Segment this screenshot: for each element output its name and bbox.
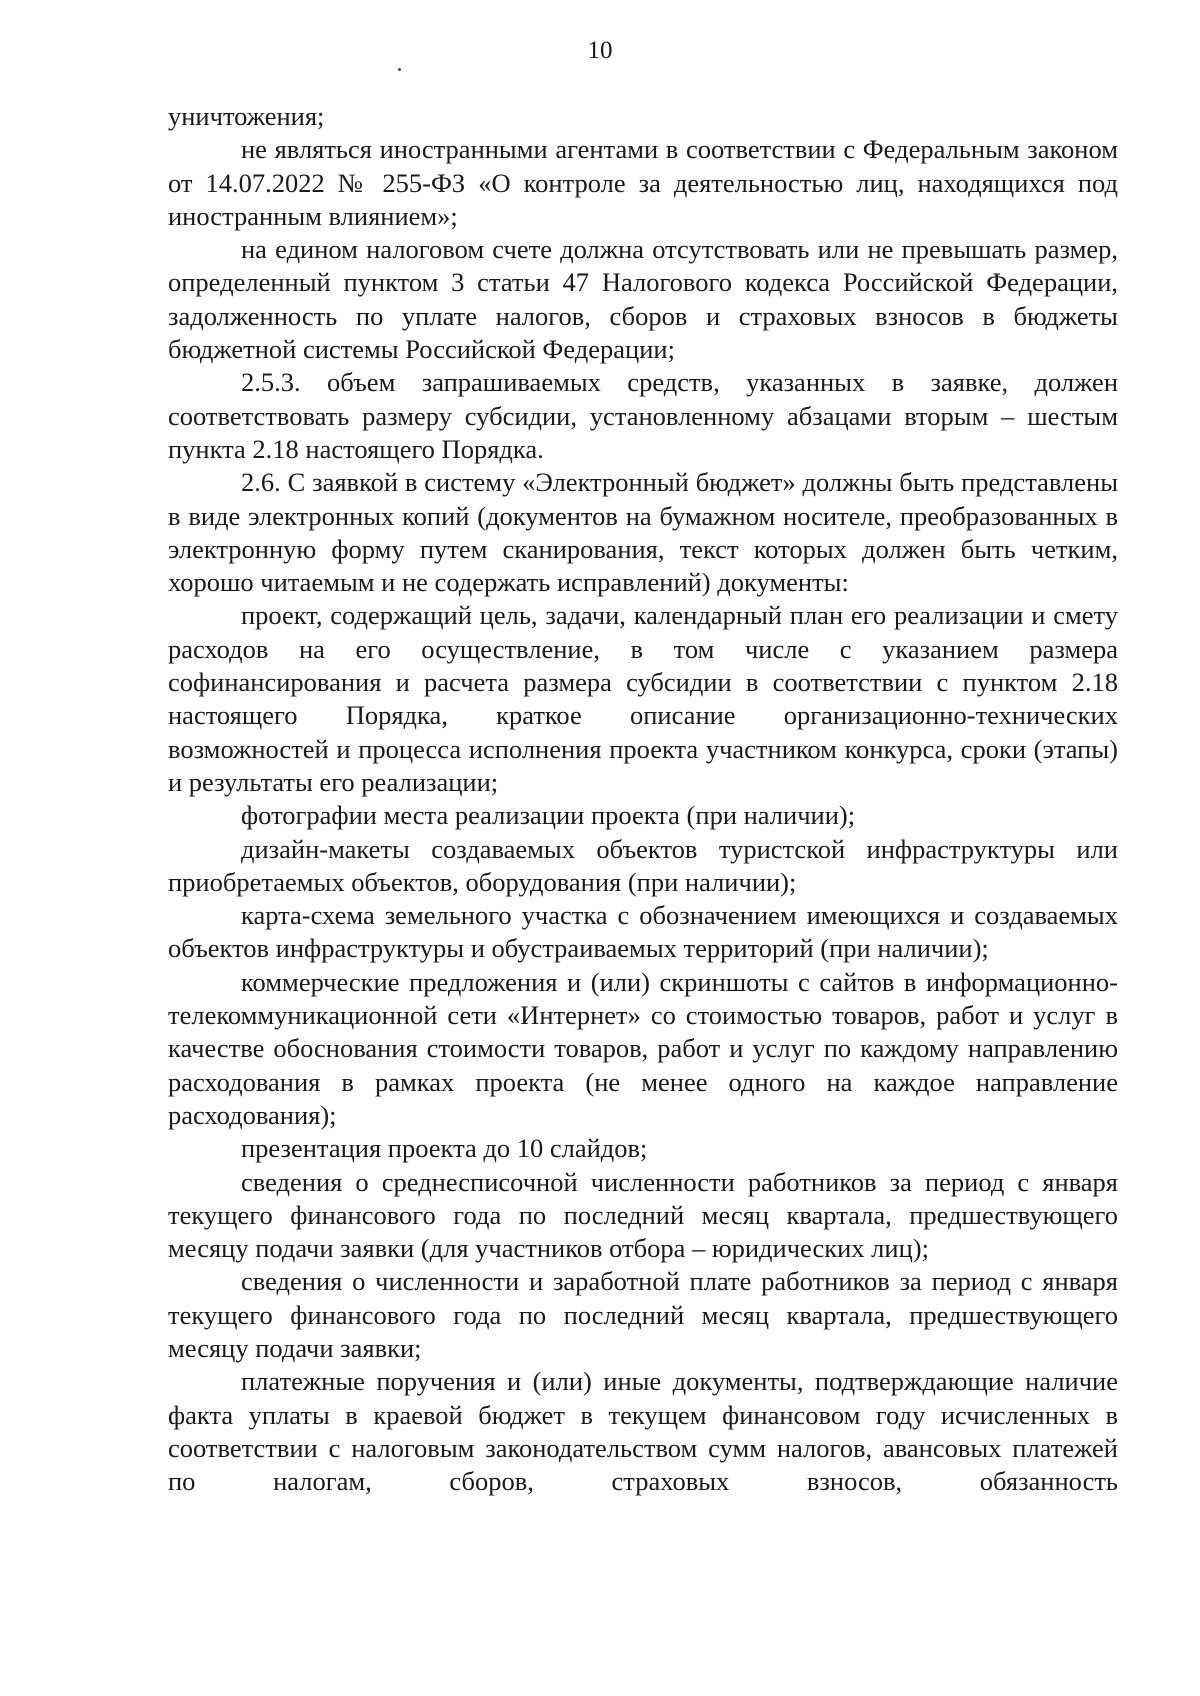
paragraph: на едином налоговом счете должна отсутствовать или не превышать размер, определенный пунктом 3 статьи 47 Налогового кодекса Российской Федерации, задолженность по уплате налогов, сборов и страховых взносов в бюджеты бюджетной системы Российской Федерации; — [168, 234, 1118, 365]
document-body — [168, 100, 1118, 1498]
paragraph: проект, содержащий цель, задачи, календарный план его реализации и смету расходов на его осуществление, в том числе с указанием размера софинансирования и расчета размера субсидии в соответствии с пунктом 2.18 настоящего Порядка, краткое описание организационно-технических возможностей и процесса исполнения проекта участником конкурса, сроки (этапы) и результаты его реализации; — [168, 600, 1118, 797]
paragraph: платежные поручения и (или) иные документы, подтверждающие наличие факта уплаты в краевой бюджет в текущем финансовом году исчисленных в соответствии с налоговым законодательством сумм налогов, авансовых платежей по налогам, сборов, страховых взносов, обязанность — [168, 1366, 1118, 1497]
paragraph: не являться иностранными агентами в соответствии с Федеральным законом от 14.07.2022 № 255-ФЗ «О контроле за деятельностью лиц, находящихся под иностранным влиянием»; — [168, 134, 1118, 231]
paragraph: коммерческие предложения и (или) скриншоты с сайтов в информационно-телекоммуникационной сети «Интернет» со стоимостью товаров, работ и услуг в качестве обоснования стоимости товаров, работ и услуг по каждому направлению расходования в рамках проекта (не менее одного на каждое направление расходования); — [168, 966, 1118, 1130]
paragraph: фотографии места реализации проекта (при наличии); — [241, 800, 856, 831]
paragraph: 2.5.3. объем запрашиваемых средств, указанных в заявке, должен соответствовать размеру субсидии, установленному абзацами вторым – шестым пункта 2.18 настоящего Порядка. — [168, 367, 1118, 464]
scan-speck — [398, 68, 401, 71]
paragraph: уничтожения; — [168, 101, 325, 131]
paragraph: сведения о среднесписочной численности работников за период с января текущего финансового года по последний месяц квартала, предшествующего месяцу подачи заявки (для участников отбора – юридических лиц); — [168, 1166, 1118, 1264]
paragraph: сведения о численности и заработной плате работников за период с января текущего финансового года по последний месяц квартала, предшествующего месяцу подачи заявки; — [168, 1266, 1118, 1363]
page-number: 10 — [587, 37, 613, 64]
paragraph: презентация проекта до 10 слайдов; — [241, 1133, 648, 1164]
paragraph: дизайн-макеты создаваемых объектов туристской инфраструктуры или приобретаемых объектов, оборудования (при наличии); — [168, 833, 1118, 897]
paragraph: 2.6. С заявкой в систему «Электронный бюджет» должны быть представлены в виде электронных копий (документов на бумажном носителе, преобразованных в электронную форму путем сканирования, текст которых должен быть четким, хорошо читаемым и не содержать исправлений) документы: — [168, 467, 1118, 598]
paragraph: карта-схема земельного участка с обозначением имеющихся и создаваемых объектов инфраструктуры и обустраиваемых территорий (при наличии); — [168, 900, 1118, 964]
